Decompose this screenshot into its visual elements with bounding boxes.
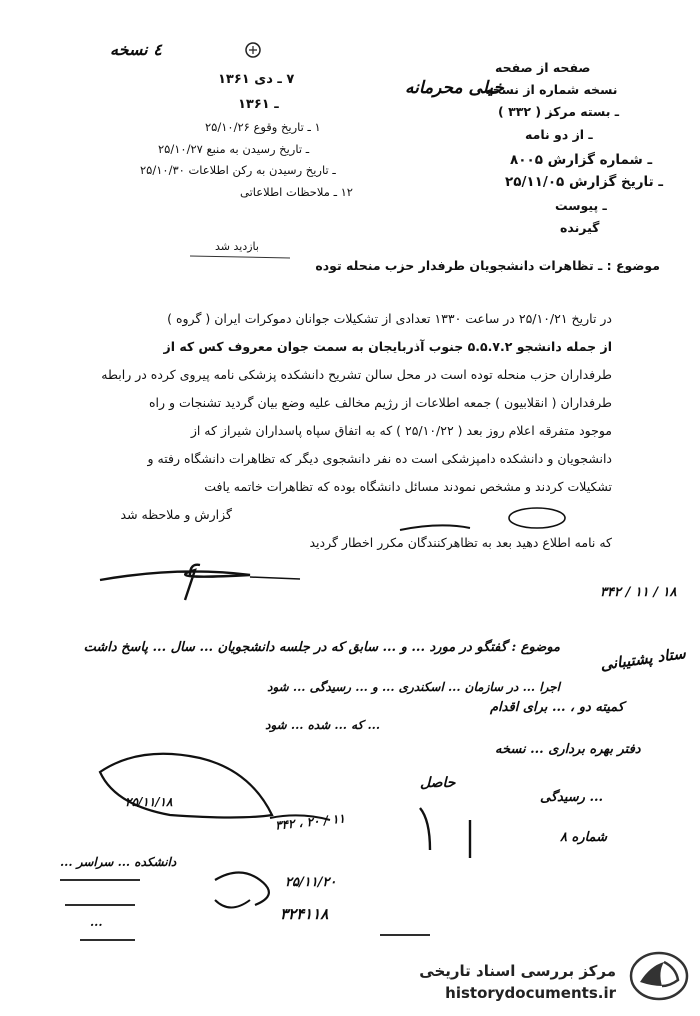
body-text: [92, 305, 612, 557]
subject-line: موضوع : ـ تظاهرات دانشجویان طرفدار حزب منحله توده: [315, 258, 660, 273]
left-note-b: ...: [90, 915, 103, 929]
right-note-title: ستاد پشتیبانی: [599, 644, 687, 674]
body-line: موجود متفرقه اعلام روز بعد ( ۲۵/۱۰/۲۲ ) که به اتفاق سپاه پاسداران شیراز که از: [190, 423, 612, 438]
header-date-line-1: ۷ ـ دی ۱۳۶۱: [218, 72, 295, 87]
left-note-a: دانشکده ... سراسر ...: [60, 855, 177, 869]
right-report-no: ـ شماره گزارش ۸۰۰۵: [510, 152, 653, 168]
right-note-line-4: شماره ۸: [560, 830, 607, 845]
body-line: تشکیلات کردند و مشخص نمودند مسائل دانشگاه بوده که تظاهرات خاتمه یافت: [204, 479, 612, 494]
body-line: طرفداران حزب منحله توده است در محل سالن تشریح دانشکده پزشکی نامه پیروی کرده در رابطه: [101, 367, 612, 382]
center-note-c: ۲۵/۱۱/۲۰: [285, 875, 337, 890]
right-report-date: ـ تاریخ گزارش ۲۵/۱۱/۰۵: [505, 174, 664, 190]
body-line: در تاریخ ۲۵/۱۰/۲۱ در ساعت ۱۳۳۰ تعدادی از تشکیلات جوانان دموکرات ایران ( گروه ): [167, 311, 612, 326]
right-from: ـ از دو نامه: [525, 127, 593, 142]
right-recipient: گیرنده: [560, 220, 600, 235]
right-attach: ـ پیوست: [555, 198, 607, 213]
copy-mark: ٤ نسخه: [110, 40, 162, 59]
body-line: از جمله دانشجو ۵.۵.۷.۲ جنوب آذربایجان به سمت جوان معروف کس که از: [163, 339, 612, 354]
right-center: ـ بسته مرکز ( ۳۳۲ ): [498, 104, 620, 119]
top-ref-note: ۳۴۲ / ۱۱ / ۱۸: [600, 585, 677, 600]
header-sub-date-1: ۱ ـ تاریخ وقوع ۲۵/۱۰/۲۶: [205, 120, 321, 134]
right-page: صفحه از صفحه: [495, 60, 591, 75]
handwritten-line-1: موضوع : گفتگو در مورد ... و ... سابق که در جلسه دانشجویان ... سال ... پاسخ داشت: [83, 640, 560, 655]
handwritten-line-2: اجرا ... در سازمان ... اسکندری ... و ... رسیدگی ... شود: [267, 680, 560, 694]
body-line: که نامه اطلاع دهید بعد به تظاهرکنندگان مکرر اخطار گردید: [309, 535, 612, 550]
right-copy: نسخه شماره از نسخه: [485, 82, 618, 97]
classification-mark: خیلی محرمانه: [405, 78, 504, 98]
header-date-line-2: ـ ۱۳۶۱: [238, 97, 279, 112]
watermark-url: historydocuments.ir: [445, 984, 616, 1002]
header-sub-date-3: ـ تاریخ رسیدن به رکن اطلاعات ۲۵/۱۰/۳۰: [140, 163, 336, 177]
body-line: دانشجویان و دانشکده دامپزشکی است ده نفر دانشجوی دیگر که تظاهرات دانشگاه رفته و: [147, 451, 612, 466]
left-note-c: ۲۵/۱۱/۱۸: [125, 795, 173, 809]
watermark-title: مرکز بررسی اسناد تاریخی: [419, 962, 616, 980]
body-line: طرفداران ( انقلابیون ) جمعه اطلاعات از رژیم مخالف علیه وضع بیان گردید تشنجات و راه: [148, 395, 612, 410]
received-stamp: بازدید شد: [215, 240, 259, 253]
center-note-d: ۳۲۴۱۱۸: [280, 905, 329, 923]
handwritten-line-3: ... که ... شده ... شود: [265, 718, 380, 732]
header-sub-date-2: ـ تاریخ رسیدن به منبع ۲۵/۱۰/۲۷: [158, 142, 310, 156]
right-note-line-2: دفتر بهره برداری ... نسخه: [495, 742, 641, 757]
center-note-b: ۳۴۲ ، ۲۰ / ۱۱: [274, 811, 346, 833]
body-line: گزارش و ملاحظه شد: [120, 507, 232, 522]
pen-stroke: [100, 565, 250, 600]
right-note-line-3: ... رسیدگی: [540, 790, 604, 805]
header-sub-date-4: ۱۲ ـ ملاحظات اطلاعاتی: [240, 185, 353, 199]
book-logo-icon: [628, 950, 690, 1002]
center-note-a: حاصل: [420, 775, 456, 791]
right-note-line-1: کمیته دو ، ... برای اقدام: [490, 700, 624, 715]
